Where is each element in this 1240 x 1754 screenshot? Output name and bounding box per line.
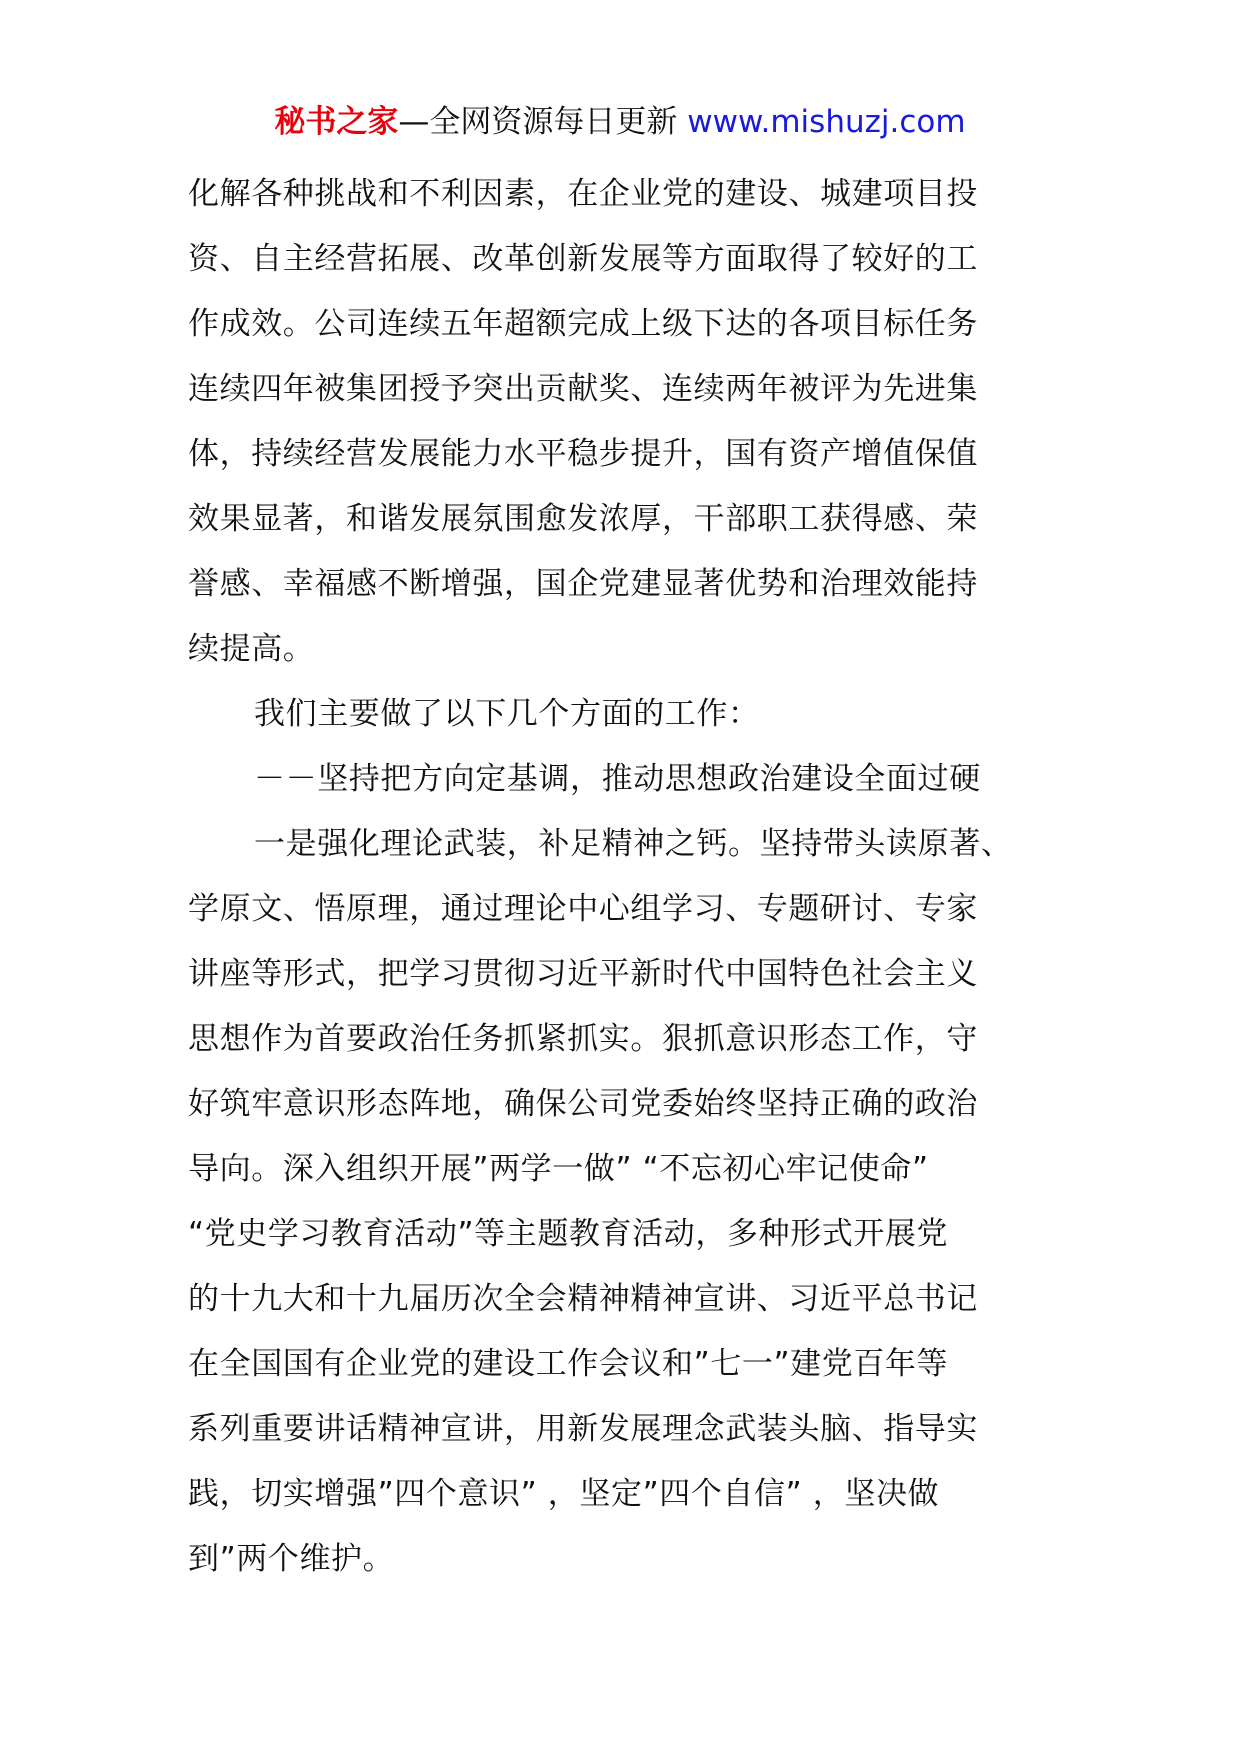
text-line: 资、自主经营拓展、改革创新发展等方面取得了较好的工: [188, 241, 978, 277]
text-line: 的十九大和十九届历次全会精神精神宣讲、习近平总书记: [188, 1281, 978, 1317]
text-line: 续提高。: [188, 631, 315, 667]
text-line: 作成效。公司连续五年超额完成上级下达的各项目标任务: [188, 306, 978, 342]
text-line: 到”两个维护。: [188, 1541, 395, 1577]
text-line: 讲座等形式，把学习贯彻习近平新时代中国特色社会主义: [188, 956, 978, 992]
paragraph-work-intro: [188, 682, 1068, 747]
text-line: 在全国国有企业党的建设工作会议和”七一”建党百年等: [188, 1346, 949, 1382]
paragraph-achievements: [188, 162, 1068, 682]
text-line: 化解各种挑战和不利因素，在企业党的建设、城建项目投: [188, 176, 978, 212]
text-line: 好筑牢意识形态阵地，确保公司党委始终坚持正确的政治: [188, 1086, 978, 1122]
text-line: 誉感、幸福感不断增强，国企党建显著优势和治理效能持: [188, 566, 978, 602]
paragraph-theory-study: [188, 812, 1068, 1592]
site-url-link[interactable]: www.mishuzj.com: [687, 104, 966, 140]
text-line: 我们主要做了以下几个方面的工作：: [254, 696, 760, 732]
text-line: 体，持续经营发展能力水平稳步提升，国有资产增值保值: [188, 436, 978, 472]
text-line: 系列重要讲话精神宣讲，用新发展理念武装头脑、指导实: [188, 1411, 978, 1447]
text-line: “党史学习教育活动”等主题教育活动，多种形式开展党: [188, 1216, 949, 1252]
text-line: 践，切实增强”四个意识” ，坚定”四个自信” ，坚决做: [188, 1476, 940, 1512]
text-line: 思想作为首要政治任务抓紧抓实。狠抓意识形态工作，守: [188, 1021, 978, 1057]
document-body: [188, 162, 1068, 1592]
section-heading: [188, 747, 1068, 812]
page-header: [0, 100, 1240, 144]
text-line: 一是强化理论武装，补足精神之钙。坚持带头读原著、: [254, 826, 1013, 862]
text-line: 效果显著，和谐发展氛围愈发浓厚，干部职工获得感、荣: [188, 501, 978, 537]
text-line: －－坚持把方向定基调，推动思想政治建设全面过硬: [254, 761, 981, 797]
header-tagline: —全网资源每日更新: [398, 104, 688, 140]
text-line: 连续四年被集团授予突出贡献奖、连续两年被评为先进集: [188, 371, 978, 407]
text-line: 导向。深入组织开展”两学一做” “不忘初心牢记使命”: [188, 1151, 929, 1187]
brand-name: 秘书之家: [274, 104, 399, 140]
text-line: 学原文、悟原理，通过理论中心组学习、专题研讨、专家: [188, 891, 978, 927]
